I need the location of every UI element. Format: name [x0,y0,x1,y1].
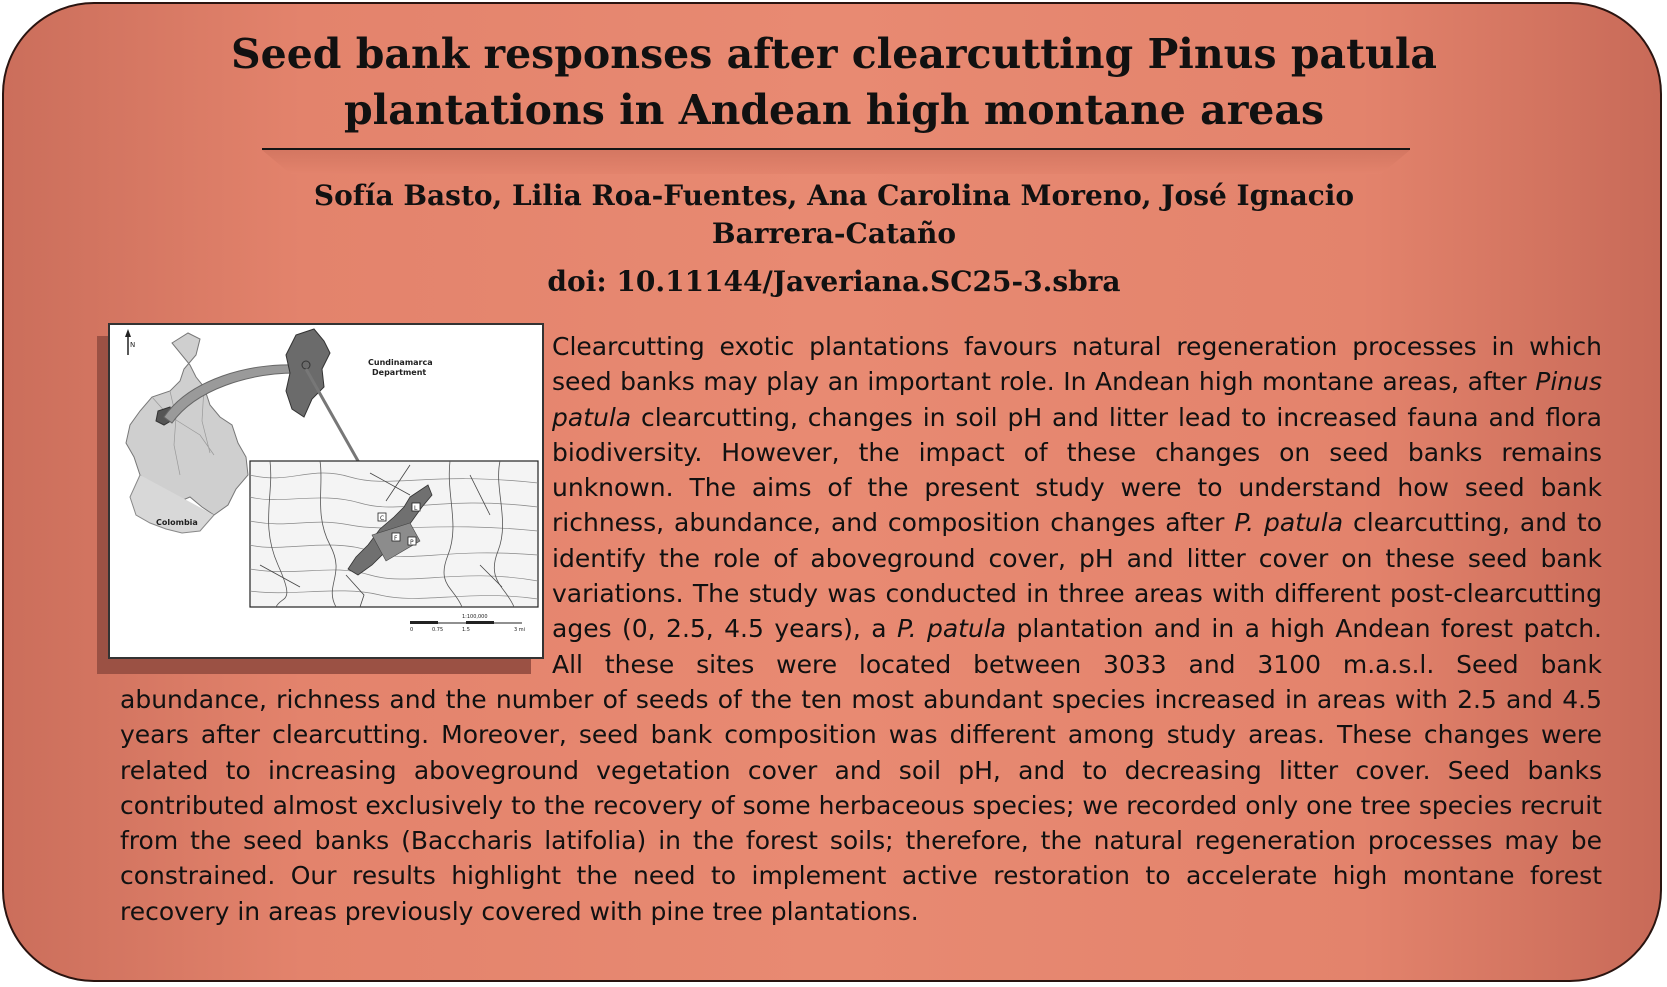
site-label-l: L [414,505,418,512]
paper-title: Seed bank responses after clearcutting Pinus patula plantations in Andean high montane areas [231,30,1437,134]
doi-line: doi: 10.11144/Javeriana.SC25-3.sbra [547,265,1121,298]
cundinamarca-label: Cundinamarca [368,358,433,367]
svg-text:0: 0 [410,627,414,633]
title-divider-bevel [262,150,1410,174]
abstract-part-2: clearcutting, changes in soil pH and litter lead to increased fauna and flora biodiversity. However, the impact of these changes on seed banks remains unknown. The aims of the present study were to understand how seed bank richness, abundance, and composition changes after [552,402,1602,538]
abstract-italic-3: P. patula [896,614,1007,644]
abstract-italic-1: Pinus patula [552,367,1602,432]
abstract-part-4: plantation and in a high Andean forest patch. All these sites were located between 3033 and 3100 m.a.s.l. Seed bank abundance, richness and the number of seeds of the ten most abundant species increased in areas with 2.5 and 4.5 years after clearcutting. Moreover, seed bank composition was different among study areas. These changes were related to increasing aboveground vegetation cover and soil pH, and to decreasing litter cover. Seed banks contributed almost exclusively to the recovery of some herbaceous species; we recorded only one tree species recruit from the seed banks (Baccharis latifolia) in the forest soils; therefore, the natural regeneration processes may be constrained. Our results highlight the need to implement active restoration to accelerate high montane forest recovery in areas previously covered with pine tree plantations. [120,614,1602,926]
poster-card [2,2,1662,982]
abstract-part-1: Clearcutting exotic plantations favours natural regeneration processes in which seed banks may play an important role. In Andean high montane areas, after [552,332,1602,397]
figure-wrap-spacer [120,329,552,674]
north-label: N [130,341,136,349]
svg-text:3 mi: 3 mi [514,627,526,633]
abstract-italic-2: P. patula [1234,508,1344,538]
svg-text:1.5: 1.5 [462,627,470,633]
site-label-p: P [410,539,414,546]
svg-text:0.75: 0.75 [432,627,444,633]
abstract-text [120,329,1602,929]
site-label-c: C [380,515,385,522]
colombia-label: Colombia [156,518,198,527]
title-divider [262,148,1410,150]
department-label: Department [372,368,427,377]
abstract-part-3: clearcutting, and to identify the role of aboveground cover, pH and litter cover on these seed bank variations. The study was conducted in three areas with different post-clearcutting ages (0, 2.5, 4.5 years), a [552,508,1602,644]
author-list: Sofía Basto, Lilia Roa-Fuentes, Ana Carolina Moreno, José Ignacio Barrera-Cataño [313,179,1355,250]
site-label-f: F [394,535,398,542]
svg-text:1:100,000: 1:100,000 [462,614,488,620]
